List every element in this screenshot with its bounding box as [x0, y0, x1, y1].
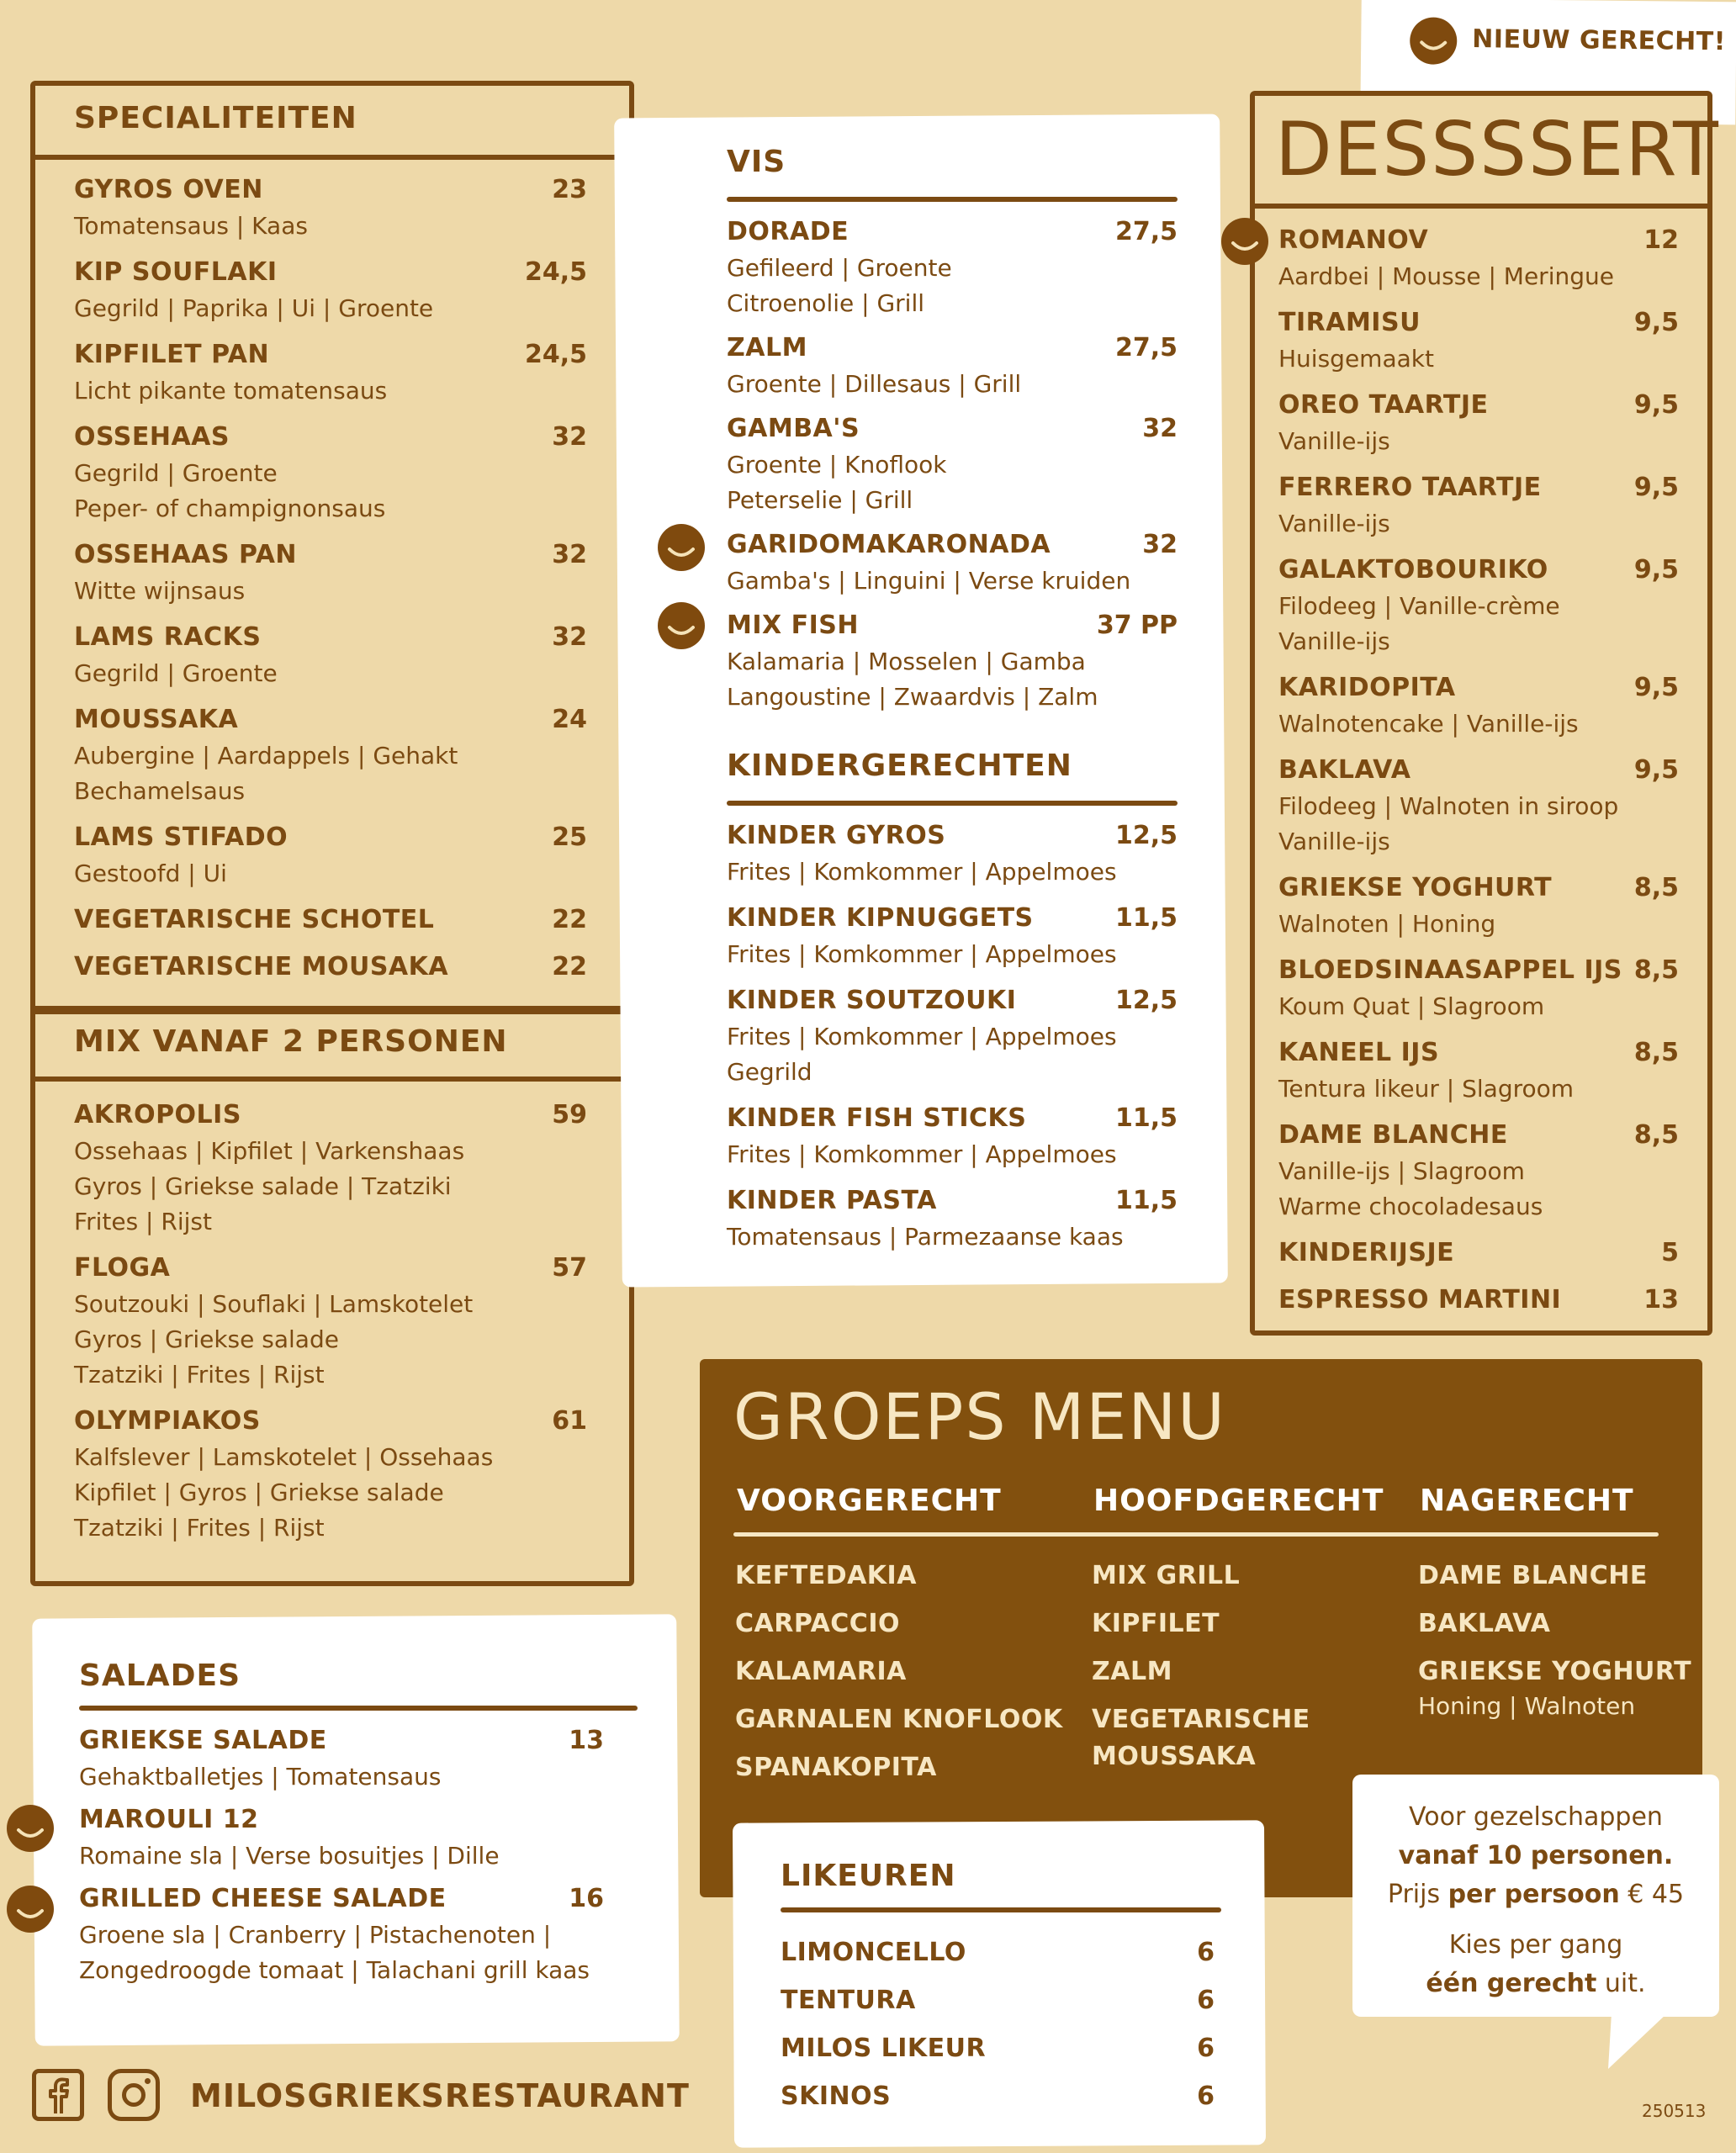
- item-description: Gehaktballetjes | Tomatensaus: [79, 1763, 442, 1791]
- item-price: 32: [552, 540, 587, 569]
- item-name: AKROPOLIS: [74, 1100, 241, 1129]
- item-description: Filodeeg | Walnoten in siroop: [1278, 792, 1619, 820]
- specialiteiten-item: [74, 254, 587, 326]
- vis-item: [727, 607, 1178, 715]
- item-description: Filodeeg | Vanille-crème: [1278, 592, 1560, 620]
- item-price: 6: [1197, 2082, 1215, 2111]
- bubble-line-5b: uit.: [1596, 1969, 1646, 1998]
- item-price: 11,5: [1114, 1186, 1178, 1215]
- group-hoofdgerecht-heading: HOOFDGERECHT: [1093, 1484, 1384, 1518]
- item-name: KANEEL IJS: [1278, 1038, 1440, 1067]
- item-row: [727, 330, 1178, 367]
- group-rule: [733, 1532, 1659, 1537]
- print-code: 250513: [1642, 2101, 1707, 2121]
- item-row: [1278, 222, 1679, 259]
- item-description: Peterselie | Grill: [727, 486, 913, 514]
- dessert-item: [1278, 752, 1679, 860]
- item-name: VEGETARISCHE SCHOTEL: [74, 905, 435, 934]
- item-name: OSSEHAAS: [74, 422, 230, 452]
- kinder-rule: [727, 801, 1178, 806]
- salades-title: SALADES: [79, 1658, 241, 1693]
- likeur-item: [781, 2030, 1215, 2067]
- bubble-line-3a: Prijs: [1387, 1880, 1448, 1909]
- item-name: TENTURA: [781, 1986, 916, 2015]
- item-price: 9,5: [1633, 673, 1679, 702]
- item-row: [74, 902, 587, 939]
- item-description: Groente | Dillesaus | Grill: [727, 370, 1022, 398]
- item-description: Warme chocoladesaus: [1278, 1193, 1543, 1220]
- item-row: [727, 982, 1178, 1019]
- likeur-item: [781, 1982, 1215, 2019]
- item-price: 37 PP: [1096, 611, 1178, 640]
- item-description: Tomatensaus | Parmezaanse kaas: [727, 1223, 1124, 1251]
- item-description: Vanille-ijs | Slagroom: [1278, 1157, 1525, 1185]
- specialiteiten-rule: [30, 155, 634, 160]
- item-row: [727, 817, 1178, 854]
- item-name: OSSEHAAS PAN: [74, 540, 298, 569]
- item-row: [74, 701, 587, 738]
- item-row: [79, 1801, 604, 1838]
- item-price: 6: [1197, 1986, 1215, 2015]
- item-price: 8,5: [1633, 873, 1679, 902]
- item-price: 16: [569, 1884, 604, 1913]
- item-description: Koum Quat | Slagroom: [1278, 992, 1545, 1020]
- vis-item: [727, 214, 1178, 321]
- item-price: 27,5: [1114, 217, 1178, 246]
- group-menu-item: VEGETARISCHE: [1092, 1705, 1310, 1734]
- item-price: 12,5: [1114, 821, 1178, 850]
- item-price: 9,5: [1633, 308, 1679, 337]
- item-name: KIPFILET PAN: [74, 340, 270, 369]
- item-description: Tzatziki | Frites | Rijst: [74, 1514, 325, 1542]
- item-description: Gefileerd | Groente: [727, 254, 952, 282]
- new-dish-icon-romanov: [1221, 218, 1268, 265]
- item-description: Gamba's | Linguini | Verse kruiden: [727, 567, 1131, 595]
- item-name: BAKLAVA: [1278, 755, 1411, 785]
- item-description: Gyros | Griekse salade | Tzatziki: [74, 1172, 452, 1200]
- item-row: [1278, 1235, 1679, 1272]
- item-name: ROMANOV: [1278, 225, 1429, 255]
- bubble-line-4: Kies per gang: [1448, 1930, 1623, 1960]
- item-row: [1278, 870, 1679, 907]
- item-price: 22: [552, 905, 587, 934]
- dessert-item: [1278, 552, 1679, 659]
- item-price: 13: [1643, 1285, 1679, 1315]
- item-description: Ossehaas | Kipfilet | Varkenshaas: [74, 1137, 465, 1165]
- mix-item: [74, 1403, 587, 1546]
- item-description: Gyros | Griekse salade: [74, 1325, 339, 1353]
- item-name: GYROS OVEN: [74, 175, 263, 204]
- item-price: 12: [1643, 225, 1679, 255]
- item-name: BLOEDSINAASAPPEL IJS: [1278, 955, 1622, 985]
- group-menu-item: SPANAKOPITA: [735, 1753, 937, 1782]
- item-description: Gegrild | Paprika | Ui | Groente: [74, 294, 434, 322]
- item-price: 32: [552, 422, 587, 452]
- item-description: Aardbei | Mousse | Meringue: [1278, 262, 1614, 290]
- item-price: 8,5: [1633, 1038, 1679, 1067]
- item-name: KIP SOUFLAKI: [74, 257, 278, 287]
- kinder-item: [727, 817, 1178, 890]
- item-row: [781, 2078, 1215, 2115]
- item-name: ESPRESSO MARTINI: [1278, 1285, 1562, 1315]
- specialiteiten-title: SPECIALITEITEN: [74, 101, 357, 135]
- item-price: 32: [552, 622, 587, 652]
- specialiteiten-item: [74, 819, 587, 891]
- item-description: Groene sla | Cranberry | Pistachenoten |: [79, 1921, 552, 1949]
- item-price: 22: [552, 952, 587, 981]
- item-row: [1278, 1282, 1679, 1319]
- kinder-title: KINDERGERECHTEN: [727, 749, 1072, 783]
- dessert-title: DESSSSERT: [1275, 106, 1720, 193]
- item-row: [74, 1250, 587, 1287]
- item-name: SKINOS: [781, 2082, 892, 2111]
- item-description: Gestoofd | Ui: [74, 860, 227, 887]
- item-price: 25: [552, 823, 587, 852]
- item-price: 6: [1197, 2034, 1215, 2063]
- item-description: Walnotencake | Vanille-ijs: [1278, 710, 1579, 738]
- bubble-line-1: Voor gezelschappen: [1409, 1802, 1663, 1832]
- kinder-item: [727, 982, 1178, 1090]
- group-menu-item: MIX GRILL: [1092, 1561, 1241, 1590]
- item-price: 8,5: [1633, 955, 1679, 985]
- dessert-item: [1278, 952, 1679, 1024]
- item-description: Frites | Komkommer | Appelmoes: [727, 940, 1117, 968]
- item-price: 59: [552, 1100, 587, 1129]
- item-name: GARIDOMAKARONADA: [727, 530, 1051, 559]
- item-row: [1278, 552, 1679, 589]
- item-name: ZALM: [727, 333, 807, 362]
- item-price: 9,5: [1633, 473, 1679, 502]
- item-description: Groente | Knoflook: [727, 451, 947, 479]
- new-dish-label: NIEUW GERECHT!: [1472, 24, 1727, 57]
- item-description: Bechamelsaus: [74, 777, 246, 805]
- item-row: [781, 1934, 1215, 1971]
- item-row: [74, 336, 587, 373]
- item-price: 24: [552, 705, 587, 734]
- item-row: [727, 526, 1178, 563]
- item-description: Gegrild | Groente: [74, 459, 278, 487]
- dessert-item: [1278, 222, 1679, 294]
- item-row: [727, 410, 1178, 447]
- item-row: [1278, 752, 1679, 789]
- item-name: LAMS STIFADO: [74, 823, 288, 852]
- item-name: KINDERIJSJE: [1278, 1238, 1455, 1267]
- item-price: 24,5: [524, 340, 587, 369]
- item-name: KINDER FISH STICKS: [727, 1103, 1027, 1133]
- item-name: GRILLED CHEESE SALADE: [79, 1884, 447, 1913]
- item-name: GAMBA'S: [727, 414, 860, 443]
- bubble-line-5: [1352, 1965, 1719, 2003]
- salades-item: [79, 1801, 604, 1874]
- item-description: Frites | Komkommer | Appelmoes: [727, 1023, 1117, 1050]
- new-dish-icon-garidomakaronada: [658, 524, 705, 571]
- item-row: [781, 2030, 1215, 2067]
- item-description: Witte wijnsaus: [74, 577, 246, 605]
- kinder-item: [727, 900, 1178, 972]
- dessert-item: [1278, 304, 1679, 377]
- group-menu-item: KIPFILET: [1092, 1609, 1220, 1638]
- likeur-item: [781, 1934, 1215, 1971]
- item-description: Frites | Komkommer | Appelmoes: [727, 858, 1117, 886]
- group-nagerecht-sub: Honing | Walnoten: [1418, 1692, 1636, 1720]
- group-menu-item: KALAMARIA: [735, 1657, 907, 1686]
- mix-item: [74, 1250, 587, 1393]
- group-menu-item: GARNALEN KNOFLOOK: [735, 1705, 1063, 1734]
- item-row: [1278, 669, 1679, 706]
- group-menu-item: CARPACCIO: [735, 1609, 900, 1638]
- dessert-item: [1278, 469, 1679, 542]
- item-name: DAME BLANCHE: [1278, 1120, 1508, 1150]
- vis-title: VIS: [727, 145, 786, 179]
- specialiteiten-item: [74, 701, 587, 809]
- bubble-line-2: vanaf 10 personen.: [1398, 1841, 1674, 1870]
- item-description: Vanille-ijs: [1278, 510, 1390, 537]
- social-handle[interactable]: MILOSGRIEKSRESTAURANT: [190, 2077, 690, 2114]
- vis-item: [727, 330, 1178, 402]
- item-price: 32: [1142, 414, 1178, 443]
- group-menu-item: MOUSSAKA: [1092, 1742, 1257, 1771]
- item-price: 5: [1661, 1238, 1679, 1267]
- salades-item: [79, 1881, 604, 1988]
- specialiteiten-item: [74, 419, 587, 526]
- item-price: 8,5: [1633, 1120, 1679, 1150]
- item-description: Romaine sla | Verse bosuitjes | Dille: [79, 1842, 500, 1870]
- item-price: 27,5: [1114, 333, 1178, 362]
- smiley-icon: [1410, 17, 1458, 65]
- item-row: [781, 1982, 1215, 2019]
- item-price: 11,5: [1114, 1103, 1178, 1133]
- item-row: [74, 949, 587, 986]
- group-menu-item: KEFTEDAKIA: [735, 1561, 917, 1590]
- item-price: 9,5: [1633, 755, 1679, 785]
- item-description: Citroenolie | Grill: [727, 289, 925, 317]
- item-row: [727, 607, 1178, 644]
- item-name: MAROULI 12: [79, 1805, 259, 1834]
- item-row: [1278, 469, 1679, 506]
- item-description: Kalamaria | Mosselen | Gamba: [727, 648, 1086, 675]
- specialiteiten-item: [74, 619, 587, 691]
- salades-item: [79, 1722, 604, 1795]
- item-name: OLYMPIAKOS: [74, 1406, 261, 1436]
- likeuren-title: LIKEUREN: [781, 1859, 956, 1893]
- kinder-item: [727, 1182, 1178, 1255]
- item-row: [74, 619, 587, 656]
- likeur-item: [781, 2078, 1215, 2115]
- item-description: Walnoten | Honing: [1278, 910, 1496, 938]
- group-menu-item: DAME BLANCHE: [1418, 1561, 1648, 1590]
- item-row: [1278, 1034, 1679, 1071]
- item-name: MOUSSAKA: [74, 705, 239, 734]
- item-description: Frites | Komkommer | Appelmoes: [727, 1140, 1117, 1168]
- item-name: OREO TAARTJE: [1278, 390, 1489, 420]
- dessert-rule: [1250, 204, 1712, 209]
- salades-rule: [79, 1706, 638, 1711]
- item-row: [74, 819, 587, 856]
- item-row: [727, 900, 1178, 937]
- bubble-line-3b: per persoon: [1448, 1880, 1620, 1909]
- bubble-tail: [1608, 2013, 1675, 2072]
- item-name: LAMS RACKS: [74, 622, 262, 652]
- specialiteiten-item: [74, 949, 587, 986]
- item-price: 23: [552, 175, 587, 204]
- item-description: Aubergine | Aardappels | Gehakt: [74, 742, 458, 770]
- group-menu-title: GROEPS MENU: [733, 1379, 1226, 1454]
- item-price: 57: [552, 1253, 587, 1283]
- bubble-line-3c: € 45: [1619, 1880, 1685, 1909]
- item-description: Zongedroogde tomaat | Talachani grill kaas: [79, 1956, 590, 1984]
- item-name: KARIDOPITA: [1278, 673, 1456, 702]
- item-description: Langoustine | Zwaardvis | Zalm: [727, 683, 1098, 711]
- specialiteiten-item: [74, 336, 587, 409]
- item-description: Huisgemaakt: [1278, 345, 1434, 373]
- item-row: [74, 1097, 587, 1134]
- item-name: FERRERO TAARTJE: [1278, 473, 1542, 502]
- kinder-item: [727, 1100, 1178, 1172]
- specialiteiten-item: [74, 902, 587, 939]
- likeuren-rule: [781, 1907, 1221, 1912]
- item-description: Gegrild: [727, 1058, 812, 1086]
- item-description: Vanille-ijs: [1278, 427, 1390, 455]
- item-row: [74, 419, 587, 456]
- instagram-icon[interactable]: [108, 2069, 160, 2121]
- specialiteiten-item: [74, 537, 587, 609]
- item-row: [74, 254, 587, 291]
- mix-title: MIX VANAF 2 PERSONEN: [74, 1024, 508, 1059]
- group-menu-item: GRIEKSE YOGHURT: [1418, 1657, 1692, 1686]
- item-row: [74, 172, 587, 209]
- facebook-icon[interactable]: [32, 2069, 84, 2121]
- group-nagerecht-heading: NAGERECHT: [1420, 1484, 1634, 1518]
- item-name: GRIEKSE SALADE: [79, 1726, 327, 1755]
- item-name: KINDER PASTA: [727, 1186, 937, 1215]
- item-price: 61: [552, 1406, 587, 1436]
- item-row: [727, 1100, 1178, 1137]
- item-price: 9,5: [1633, 555, 1679, 585]
- item-row: [727, 1182, 1178, 1219]
- item-row: [79, 1881, 604, 1918]
- item-row: [1278, 952, 1679, 989]
- new-dish-icon-mix-fish: [658, 602, 705, 649]
- item-price: 24,5: [524, 257, 587, 287]
- item-row: [74, 1403, 587, 1440]
- item-price: 32: [1142, 530, 1178, 559]
- item-description: Soutzouki | Souflaki | Lamskotelet: [74, 1290, 474, 1318]
- dessert-item: [1278, 1282, 1679, 1319]
- item-name: GALAKTOBOURIKO: [1278, 555, 1548, 585]
- item-name: MIX FISH: [727, 611, 859, 640]
- item-row: [1278, 1117, 1679, 1154]
- item-price: 6: [1197, 1938, 1215, 1967]
- item-name: DORADE: [727, 217, 849, 246]
- item-description: Tomatensaus | Kaas: [74, 212, 308, 240]
- item-description: Tentura likeur | Slagroom: [1278, 1075, 1575, 1103]
- new-dish-icon-grilled-cheese: [7, 1886, 54, 1933]
- item-row: [1278, 387, 1679, 424]
- item-name: FLOGA: [74, 1253, 171, 1283]
- item-description: Vanille-ijs: [1278, 627, 1390, 655]
- item-name: VEGETARISCHE MOUSAKA: [74, 952, 449, 981]
- item-description: Kipfilet | Gyros | Griekse salade: [74, 1479, 444, 1506]
- dessert-item: [1278, 669, 1679, 742]
- item-description: Vanille-ijs: [1278, 828, 1390, 855]
- item-name: LIMONCELLO: [781, 1938, 966, 1967]
- mix-item: [74, 1097, 587, 1240]
- item-description: Tzatziki | Frites | Rijst: [74, 1361, 325, 1389]
- item-row: [1278, 304, 1679, 341]
- item-row: [727, 214, 1178, 251]
- vis-rule: [727, 197, 1178, 202]
- item-price: 12,5: [1114, 986, 1178, 1015]
- item-description: Frites | Rijst: [74, 1208, 212, 1235]
- specialiteiten-item: [74, 172, 587, 244]
- dessert-item: [1278, 1117, 1679, 1225]
- item-description: Licht pikante tomatensaus: [74, 377, 388, 405]
- group-voorgerecht-heading: VOORGERECHT: [737, 1484, 1002, 1518]
- item-name: KINDER GYROS: [727, 821, 946, 850]
- group-menu-item: BAKLAVA: [1418, 1609, 1551, 1638]
- item-price: 9,5: [1633, 390, 1679, 420]
- bubble-text: [1352, 1798, 1719, 2003]
- item-name: KINDER SOUTZOUKI: [727, 986, 1017, 1015]
- item-price: 13: [569, 1726, 604, 1755]
- item-name: MILOS LIKEUR: [781, 2034, 987, 2063]
- dessert-item: [1278, 387, 1679, 459]
- new-dish-icon-marouli: [7, 1805, 54, 1852]
- bubble-line-3: [1352, 1875, 1719, 1914]
- item-name: GRIEKSE YOGHURT: [1278, 873, 1553, 902]
- item-description: Peper- of champignonsaus: [74, 495, 386, 522]
- item-row: [79, 1722, 604, 1759]
- dessert-item: [1278, 1034, 1679, 1107]
- item-row: [74, 537, 587, 574]
- vis-item: [727, 526, 1178, 599]
- bubble-line-5a: één gerecht: [1426, 1969, 1597, 1998]
- group-menu-item: ZALM: [1092, 1657, 1172, 1686]
- dessert-item: [1278, 870, 1679, 942]
- item-name: KINDER KIPNUGGETS: [727, 903, 1034, 933]
- item-description: Gegrild | Groente: [74, 659, 278, 687]
- item-price: 11,5: [1114, 903, 1178, 933]
- vis-item: [727, 410, 1178, 518]
- item-description: Kalfslever | Lamskotelet | Ossehaas: [74, 1443, 494, 1471]
- dessert-item: [1278, 1235, 1679, 1272]
- item-name: TIRAMISU: [1278, 308, 1421, 337]
